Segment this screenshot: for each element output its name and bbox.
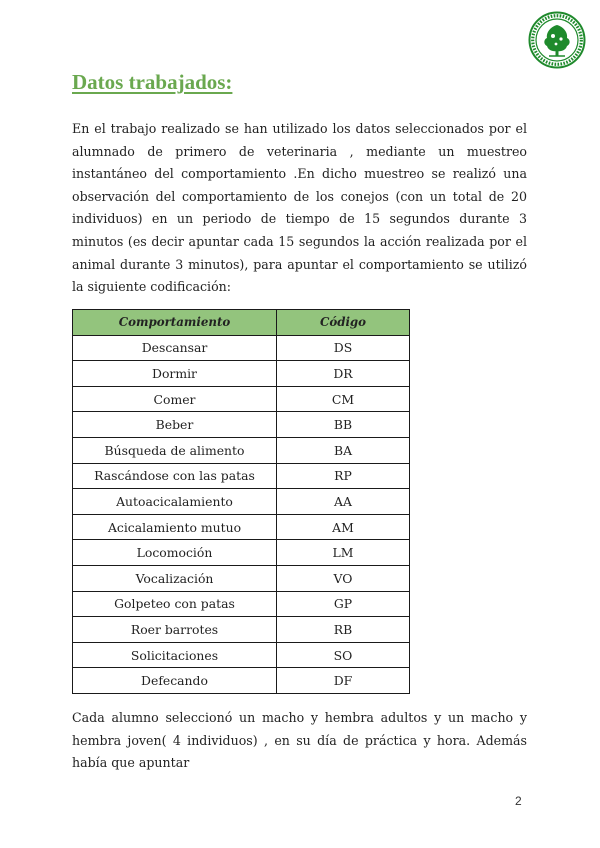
code-cell: CM [277, 386, 410, 412]
code-cell: LM [277, 540, 410, 566]
behavior-cell: Locomoción [73, 540, 277, 566]
code-cell: AA [277, 489, 410, 515]
behavior-cell: Golpeteo con patas [73, 591, 277, 617]
table-header-row [73, 310, 410, 336]
intro-paragraph: En el trabajo realizado se han utilizado los datos seleccionados por el alumnado de primero de veterinaria , mediante un muestreo instantáneo del comportamiento .En dicho muestreo se realizó una observación del comportamiento de los conejos (con un total de 20 individuos) en un periodo de tiempo de 15 segundos durante 3 minutos (es decir apuntar cada 15 segundos la acción realizada por el animal durante 3 minutos), para apuntar el comportamiento se utilizó la siguiente codificación: [72, 121, 527, 295]
behavior-cell: Descansar [73, 335, 277, 361]
table-row [73, 642, 410, 668]
table-row [73, 361, 410, 387]
table-row [73, 335, 410, 361]
table-row [73, 412, 410, 438]
table-row [73, 565, 410, 591]
code-cell: RB [277, 617, 410, 643]
table-row [73, 514, 410, 540]
behavior-cell: Acicalamiento mutuo [73, 514, 277, 540]
behavior-coding-table [72, 309, 410, 694]
behavior-cell: Dormir [73, 361, 277, 387]
behavior-cell: Búsqueda de alimento [73, 437, 277, 463]
code-cell: BB [277, 412, 410, 438]
university-seal-logo [528, 11, 586, 69]
behavior-cell: Solicitaciones [73, 642, 277, 668]
closing-paragraph: Cada alumno seleccionó un macho y hembra adultos y un macho y hembra joven( 4 individuos) , en su día de práctica y hora. Además había que apuntar [72, 710, 527, 771]
table-row [73, 617, 410, 643]
page-number: 2 [515, 794, 522, 808]
behavior-cell: Roer barrotes [73, 617, 277, 643]
code-cell: GP [277, 591, 410, 617]
code-cell: RP [277, 463, 410, 489]
behavior-cell: Autoacicalamiento [73, 489, 277, 515]
code-cell: DR [277, 361, 410, 387]
column-header-comportamiento: Comportamiento [73, 310, 277, 336]
code-cell: AM [277, 514, 410, 540]
behavior-cell: Vocalización [73, 565, 277, 591]
code-cell: VO [277, 565, 410, 591]
behavior-cell: Beber [73, 412, 277, 438]
table-row [73, 591, 410, 617]
code-cell: DS [277, 335, 410, 361]
table-row [73, 463, 410, 489]
behavior-cell: Rascándose con las patas [73, 463, 277, 489]
behavior-cell: Comer [73, 386, 277, 412]
table-row [73, 437, 410, 463]
table-row [73, 489, 410, 515]
table-row [73, 540, 410, 566]
table-row [73, 668, 410, 694]
code-cell: SO [277, 642, 410, 668]
code-cell: BA [277, 437, 410, 463]
section-heading: Datos trabajados: [72, 70, 233, 94]
table-row [73, 386, 410, 412]
code-cell: DF [277, 668, 410, 694]
column-header-codigo: Código [277, 310, 410, 336]
behavior-cell: Defecando [73, 668, 277, 694]
